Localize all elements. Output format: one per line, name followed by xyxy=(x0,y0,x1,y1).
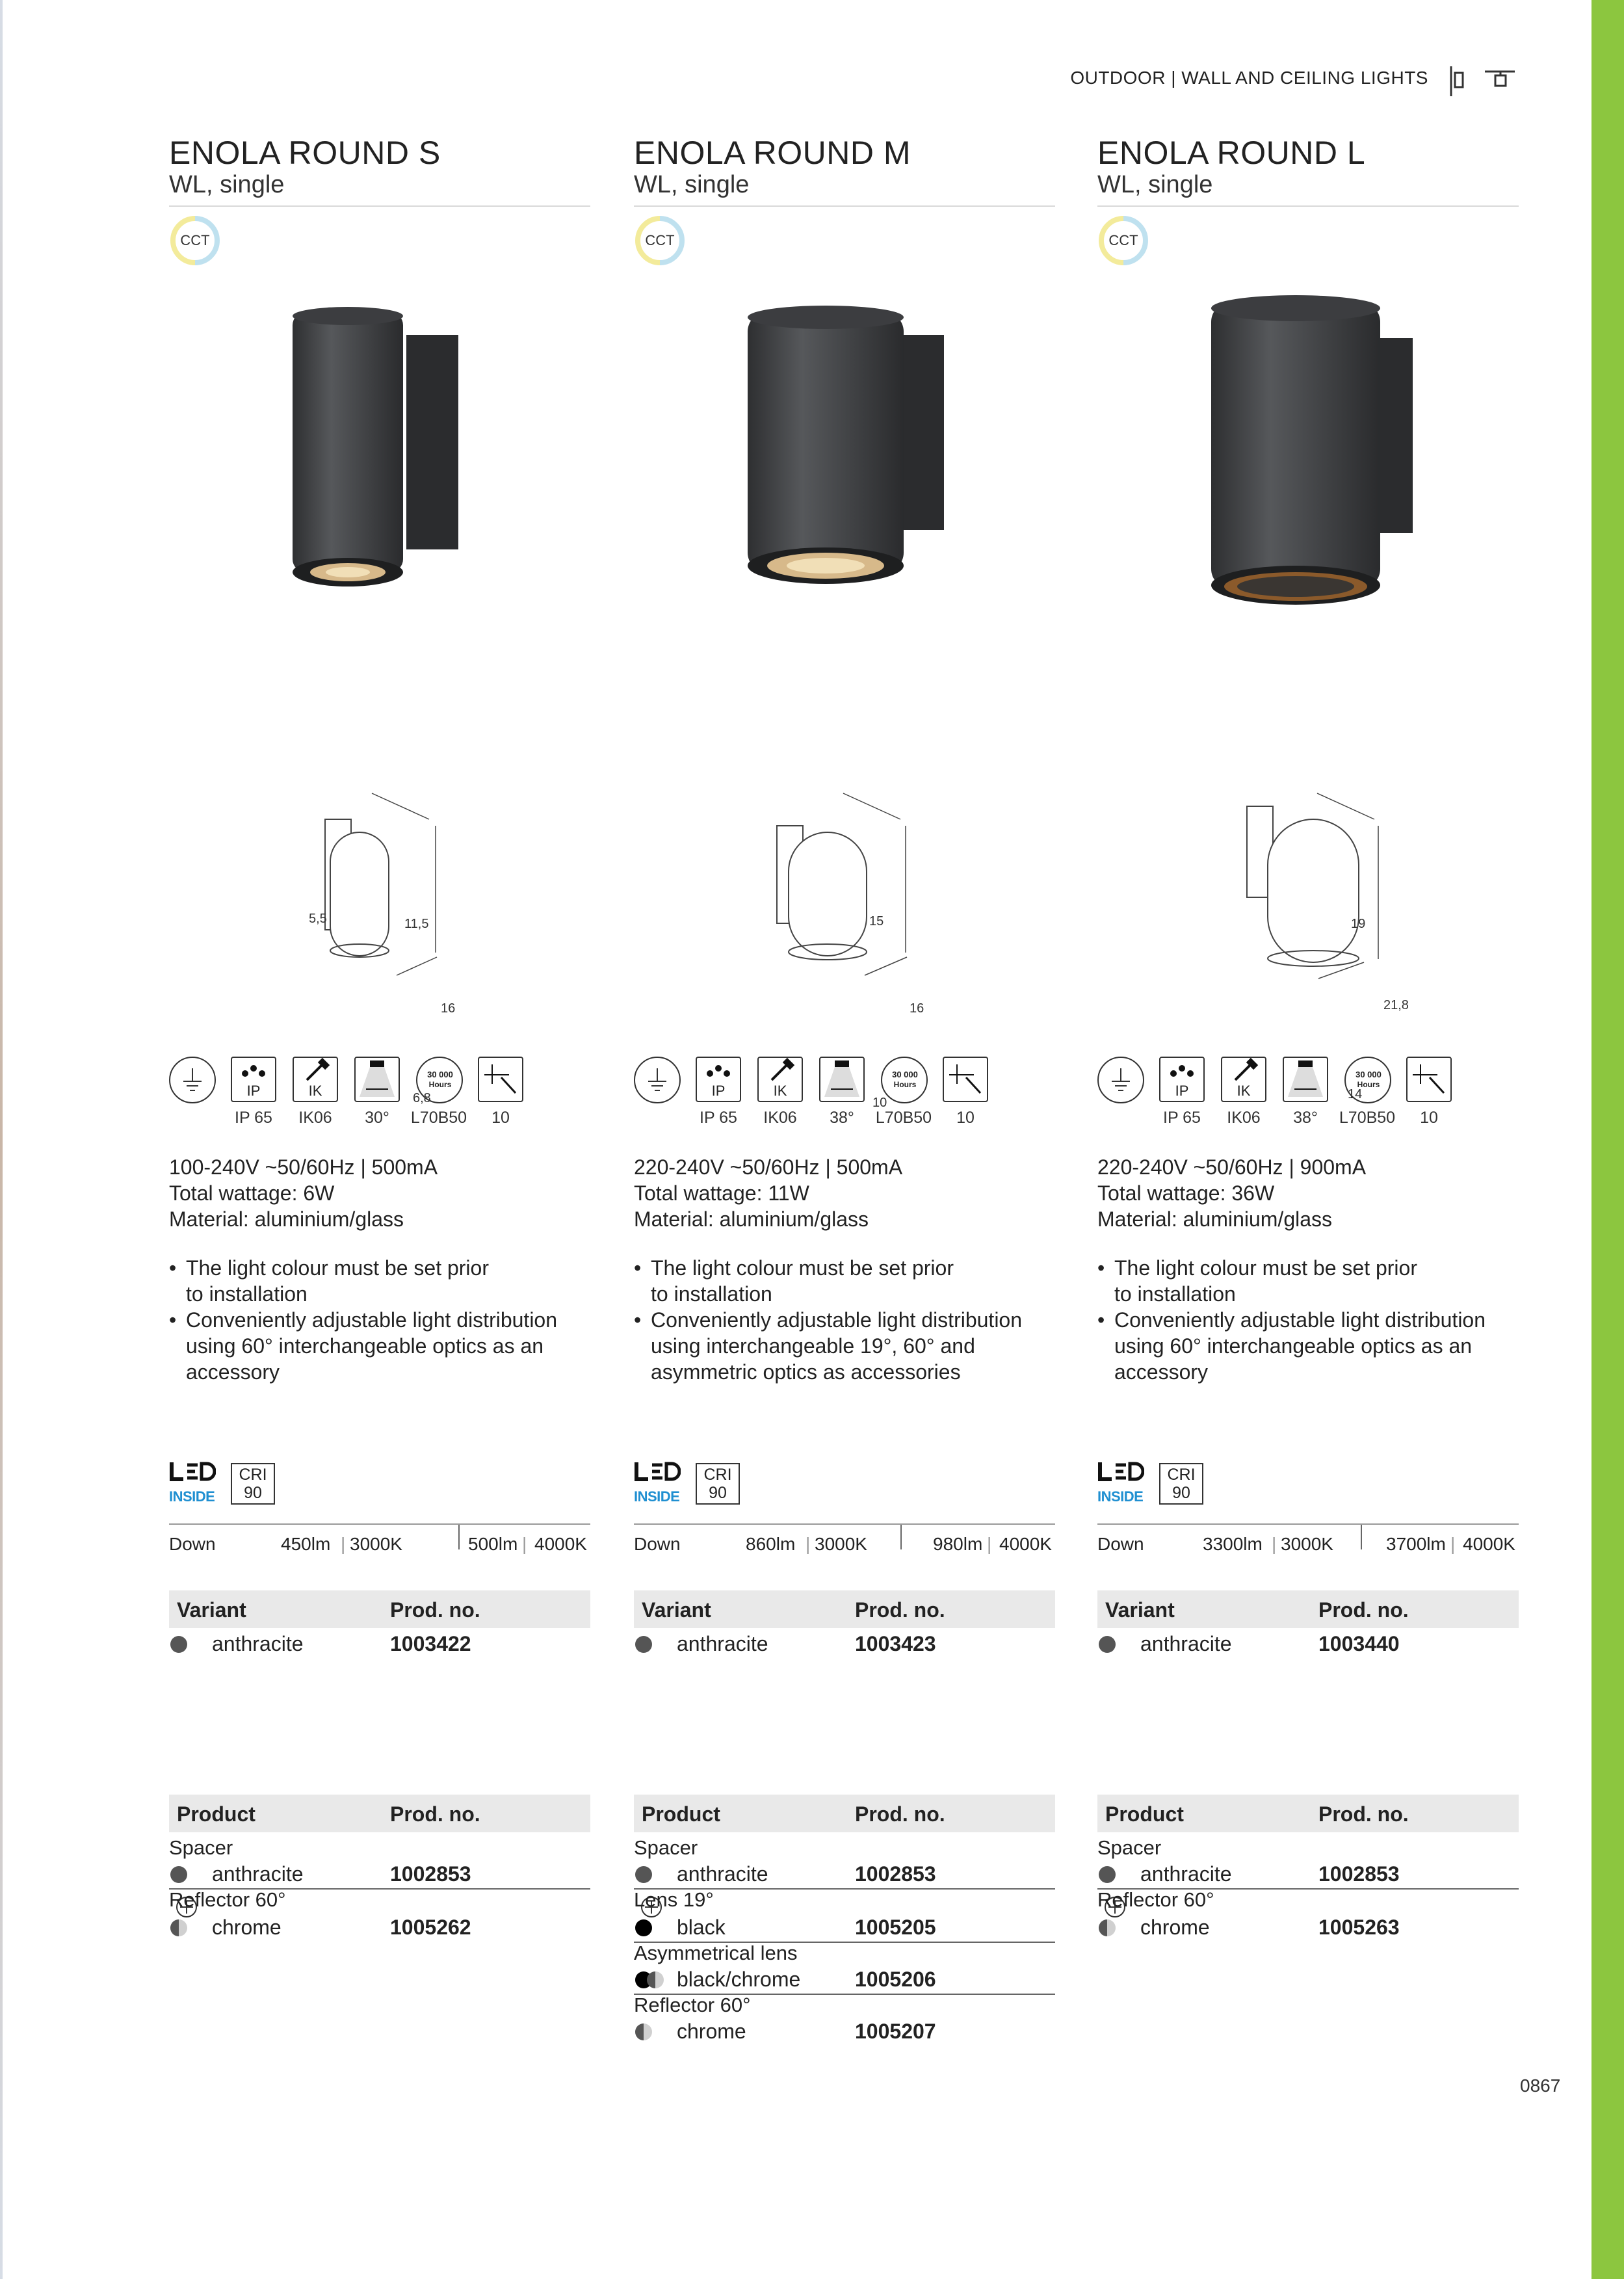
cct-label: CCT xyxy=(645,232,675,248)
tilt-icon xyxy=(478,1057,523,1102)
angle-label: 38° xyxy=(830,1109,854,1127)
cct-badge xyxy=(169,215,221,267)
angle-label: 30° xyxy=(365,1109,389,1127)
cri-badge: CRI 90 xyxy=(231,1463,275,1505)
accessory-name: Spacer xyxy=(169,1836,233,1859)
accessory-name: Reflector 60° xyxy=(169,1888,286,1911)
accessory-name: Lens 19° xyxy=(634,1888,714,1911)
tilt-icon xyxy=(943,1057,988,1102)
feature-icons xyxy=(169,1057,590,1128)
anthracite-swatch-icon xyxy=(635,1866,652,1883)
ip-label: IP 65 xyxy=(235,1109,272,1127)
anthracite-swatch-icon xyxy=(635,1636,652,1653)
distance-label: 10 xyxy=(1420,1109,1438,1127)
spec-electrical: 100-240V ~50/60Hz | 500mA xyxy=(169,1155,438,1179)
accessory-table-header: Product Prod. no. xyxy=(169,1795,590,1832)
spec-material: Material: aluminium/glass xyxy=(1097,1207,1333,1231)
lumen-3000k: 860lm xyxy=(746,1534,796,1554)
lumen-4000k: 980lm xyxy=(933,1534,983,1554)
bullet-item: • Conveniently adjustable light distribution using 60° interchangeable optics as an accessory xyxy=(169,1307,590,1385)
distance-label: 10 xyxy=(956,1109,975,1127)
bullet-item: • The light colour must be set prior to installation xyxy=(634,1255,1055,1307)
product-subtitle: WL, single xyxy=(634,171,750,198)
lumen-3000k: 3300lm xyxy=(1203,1534,1263,1554)
variant-table-header: Variant Prod. no. xyxy=(169,1590,590,1628)
spec-material: Material: aluminium/glass xyxy=(634,1207,869,1231)
cct-badge xyxy=(634,215,686,267)
lifetime-label: L70B50 xyxy=(410,1109,467,1127)
bullet-item: • The light colour must be set prior to installation xyxy=(169,1255,590,1307)
protection-class-icon xyxy=(169,1057,216,1103)
spec-material: Material: aluminium/glass xyxy=(169,1207,404,1231)
product-photo xyxy=(169,293,590,618)
dim-depth: 19 xyxy=(1351,917,1366,931)
anthracite-swatch-icon xyxy=(170,1866,187,1883)
green-edge-strip xyxy=(1591,0,1624,2279)
title-divider xyxy=(1097,205,1519,207)
anthracite-swatch-icon xyxy=(170,1636,187,1653)
product-photo xyxy=(1097,293,1519,618)
lumen-4000k: 500lm xyxy=(468,1534,518,1554)
black-swatch-icon xyxy=(635,1919,652,1936)
accessory-name: Reflector 60° xyxy=(1097,1888,1214,1911)
title-divider xyxy=(634,205,1055,207)
ik-rating-icon: IK xyxy=(293,1057,338,1102)
feature-icons xyxy=(1097,1057,1519,1128)
ip-rating-icon: IP xyxy=(1159,1057,1205,1102)
feature-icons xyxy=(634,1057,1055,1128)
chrome-swatch-icon xyxy=(170,1919,187,1936)
spec-electrical: 220-240V ~50/60Hz | 500mA xyxy=(634,1155,903,1179)
anthracite-swatch-icon xyxy=(1099,1636,1116,1653)
dim-height: 16 xyxy=(910,1001,924,1016)
ip-rating-icon: IP xyxy=(231,1057,276,1102)
variant-table-header: Variant Prod. no. xyxy=(1097,1590,1519,1628)
direction-label: Down xyxy=(634,1534,681,1554)
lifetime-hours-icon: 30 000 Hours xyxy=(416,1057,463,1103)
dim-depth: 15 xyxy=(869,914,884,929)
cct-label: CCT xyxy=(1108,232,1138,248)
spec-lines xyxy=(1097,1154,1519,1232)
ik-label: IK06 xyxy=(298,1109,332,1127)
feature-bullets xyxy=(169,1255,590,1385)
beam-angle-icon xyxy=(819,1057,865,1102)
spec-electrical: 220-240V ~50/60Hz | 900mA xyxy=(1097,1155,1367,1179)
cct-4000k: 4000K xyxy=(534,1534,587,1554)
cct-3000k: 3000K xyxy=(350,1534,402,1554)
accessory-table-header: Product Prod. no. xyxy=(634,1795,1055,1832)
feature-bullets xyxy=(1097,1255,1519,1385)
anthracite-swatch-icon xyxy=(1099,1866,1116,1883)
cct-badge xyxy=(1097,215,1149,267)
led-icon xyxy=(169,1460,216,1486)
accessory-name: Spacer xyxy=(1097,1836,1162,1859)
product-title: ENOLA ROUND L xyxy=(1097,135,1366,171)
dim-diameter: 6,8 xyxy=(413,1091,431,1105)
spec-lines xyxy=(169,1154,590,1232)
product-column-l: ENOLA ROUND L WL, single CCT 19 21,8 14 IP IK 30 000 Hours IP 65 IK06 38° L70B50 10 220-240V ~50/60Hz | 900mA Total wattage: 36W Material: aluminium/glass • The light colour must be set prior to installation • Conveniently adjustable light distribution using 60° interchangeable optics as an accessory INSIDE CRI 90 Down 3300lm | 3000K 3700lm | 4000K Variant Prod. no. anthracite 1003440 Product Prod. no. Spacer anthracite 1002853 Reflector 60° chrome 1005263 xyxy=(1097,137,1519,2087)
dim-depth: 11,5 xyxy=(404,917,429,931)
cri-badge: CRI 90 xyxy=(1159,1463,1203,1505)
category-header: OUTDOOR | WALL AND CEILING LIGHTS xyxy=(1070,68,1428,88)
lumen-3000k: 450lm xyxy=(281,1534,331,1554)
angle-label: 38° xyxy=(1293,1109,1318,1127)
lifetime-label: L70B50 xyxy=(875,1109,932,1127)
dim-depth-mount: 5,5 xyxy=(309,912,327,926)
chrome-swatch-icon xyxy=(635,2023,652,2040)
feature-bullets xyxy=(634,1255,1055,1385)
dimension-drawing xyxy=(634,780,1055,1001)
led-icon xyxy=(634,1460,681,1486)
product-subtitle: WL, single xyxy=(1097,171,1213,198)
wall-ceiling-icon xyxy=(1447,64,1519,99)
protection-class-icon xyxy=(1097,1057,1144,1103)
ip-label: IP 65 xyxy=(700,1109,737,1127)
led-inside-logo: INSIDE xyxy=(634,1460,692,1505)
chrome-swatch-icon xyxy=(1099,1919,1116,1936)
ip-label: IP 65 xyxy=(1163,1109,1201,1127)
accessory-name: Asymmetrical lens xyxy=(634,1942,798,1964)
dim-diameter: 10 xyxy=(872,1096,887,1110)
accessory-name: Spacer xyxy=(634,1836,698,1859)
direction-label: Down xyxy=(169,1534,216,1554)
spec-wattage: Total wattage: 6W xyxy=(169,1181,335,1205)
lumen-output-row: Down 3300lm | 3000K 3700lm | 4000K xyxy=(1097,1523,1519,1556)
direction-label: Down xyxy=(1097,1534,1144,1554)
spec-wattage: Total wattage: 11W xyxy=(634,1181,809,1205)
led-icon xyxy=(1097,1460,1144,1486)
ik-label: IK06 xyxy=(763,1109,797,1127)
ik-rating-icon: IK xyxy=(1221,1057,1266,1102)
accessory-table-header: Product Prod. no. xyxy=(1097,1795,1519,1832)
product-column-m: ENOLA ROUND M WL, single CCT 15 16 10 IP IK 30 000 Hours IP 65 IK06 38° L70B50 10 220-240V ~50/60Hz | 500mA Total wattage: 11W Material: aluminium/glass • The light colour must be set prior to installation • Conveniently adjustable light distribution using interchangeable 19°, 60° and asymmetric optics as accessories INSIDE CRI 90 Down 860lm | 3000K 980lm | 4000K Variant Prod. no. anthracite 1003423 Product Prod. no. Spacer anthracite 1002853 Lens 19° black 1005205 Asymmetrical lens black/chrome 1005206 Reflector 60° chrome 1005207 xyxy=(634,137,1055,2087)
cct-3000k: 3000K xyxy=(1281,1534,1333,1554)
dimension-drawing xyxy=(1097,780,1519,1001)
ik-rating-icon: IK xyxy=(757,1057,803,1102)
lumen-output-row: Down 450lm | 3000K 500lm | 4000K xyxy=(169,1523,590,1556)
lifetime-label: L70B50 xyxy=(1339,1109,1396,1127)
product-title: ENOLA ROUND S xyxy=(169,135,441,171)
spec-lines xyxy=(634,1154,1055,1232)
product-title: ENOLA ROUND M xyxy=(634,135,911,171)
beam-angle-icon xyxy=(354,1057,400,1102)
distance-label: 10 xyxy=(491,1109,510,1127)
spec-wattage: Total wattage: 36W xyxy=(1097,1181,1275,1205)
lumen-4000k: 3700lm xyxy=(1386,1534,1446,1554)
dim-height: 21,8 xyxy=(1383,998,1409,1012)
cct-4000k: 4000K xyxy=(999,1534,1052,1554)
lumen-output-row: Down 860lm | 3000K 980lm | 4000K xyxy=(634,1523,1055,1556)
dim-height: 16 xyxy=(441,1001,456,1016)
cri-badge: CRI 90 xyxy=(696,1463,740,1505)
cct-4000k: 4000K xyxy=(1463,1534,1515,1554)
dim-diameter: 14 xyxy=(1348,1087,1363,1101)
bullet-item: • The light colour must be set prior to installation xyxy=(1097,1255,1519,1307)
product-photo xyxy=(634,293,1055,618)
variant-table-header: Variant Prod. no. xyxy=(634,1590,1055,1628)
tilt-icon xyxy=(1406,1057,1452,1102)
lifetime-hours-icon: 30 000 Hours xyxy=(1344,1057,1391,1103)
protection-class-icon xyxy=(634,1057,681,1103)
ik-label: IK06 xyxy=(1227,1109,1261,1127)
lifetime-hours-icon: 30 000 Hours xyxy=(881,1057,928,1103)
title-divider xyxy=(169,205,590,207)
product-column-s: ENOLA ROUND S WL, single CCT 5,5 11,5 16 6,8 IP IK 30 000 Hours IP 65 IK06 30° L70B50 10 100-240V ~50/60Hz | 500mA Total wattage: 6W Material: aluminium/glass • The light colour must be set prior to installation • Conveniently adjustable light distribution using 60° interchangeable optics as an accessory INSIDE CRI 90 Down 450lm | 3000K 500lm | 4000K Variant Prod. no. anthracite 1003422 Product Prod. no. Spacer anthracite 1002853 Reflector 60° chrome 1005262 xyxy=(169,137,590,2087)
cct-3000k: 3000K xyxy=(815,1534,867,1554)
beam-angle-icon xyxy=(1283,1057,1328,1102)
bullet-item: • Conveniently adjustable light distribution using 60° interchangeable optics as an accessory xyxy=(1097,1307,1519,1385)
accessory-name: Reflector 60° xyxy=(634,1994,751,2016)
chrome-swatch-icon xyxy=(647,1971,664,1988)
ip-rating-icon: IP xyxy=(696,1057,741,1102)
bullet-item: • Conveniently adjustable light distribution using interchangeable 19°, 60° and asymmetric optics as accessories xyxy=(634,1307,1055,1385)
page-number: 0867 xyxy=(1520,2075,1561,2096)
product-subtitle: WL, single xyxy=(169,171,285,198)
left-edge-strip xyxy=(0,0,3,2279)
dimension-drawing xyxy=(169,780,590,1001)
led-inside-logo: INSIDE xyxy=(1097,1460,1156,1505)
led-inside-logo: INSIDE xyxy=(169,1460,228,1505)
cct-label: CCT xyxy=(180,232,210,248)
